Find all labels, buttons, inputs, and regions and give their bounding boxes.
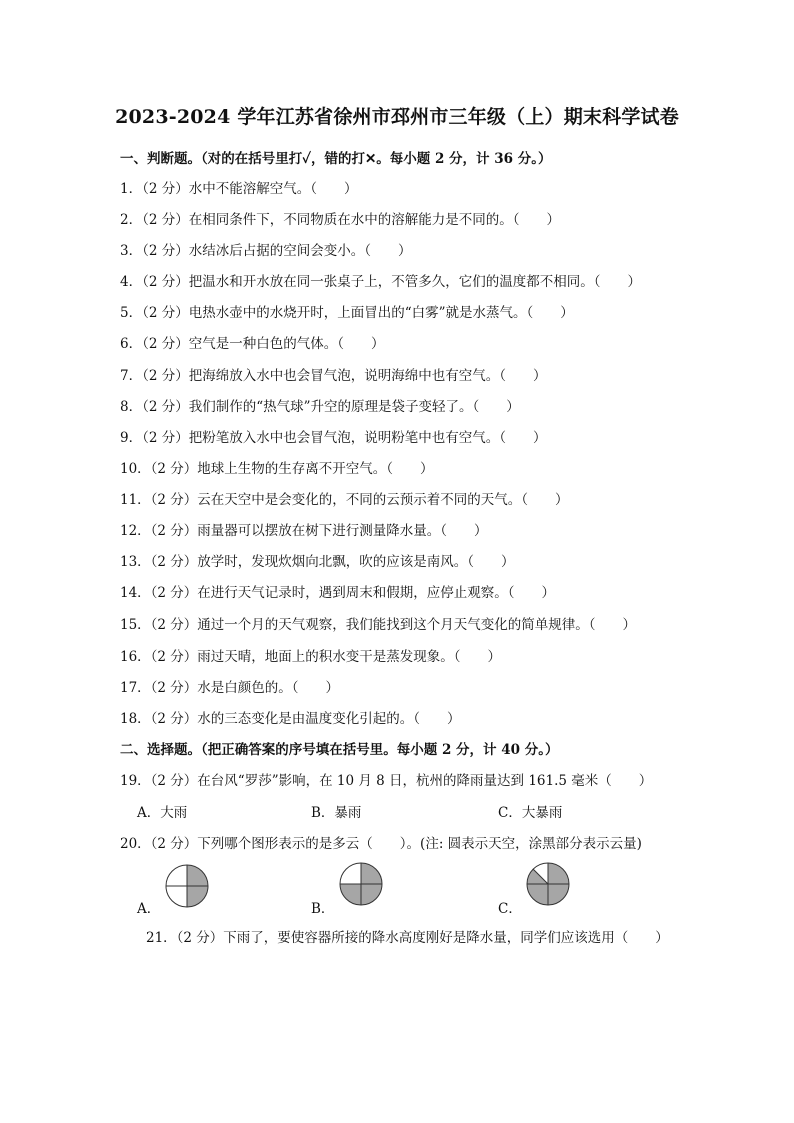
section-heading-judgment: 一、判断题。（对的在括号里打✓，错的打✕。每小题 2 分，计 36 分。）: [120, 151, 552, 167]
question-6: 6．（2 分）空气是一种白色的气体。（ ）: [120, 336, 385, 352]
section-heading-choice: 二、选择题。（把正确答案的序号填在括号里。每小题 2 分，计 40 分。）: [120, 742, 559, 758]
q19-option-b: B．暴雨: [311, 805, 362, 821]
question-15: 15．（2 分）通过一个月的天气观察，我们能找到这个月天气变化的简单规律。（ ）: [120, 617, 637, 633]
question-5: 5．（2 分）电热水壶中的水烧开时，上面冒出的“白雾”就是水蒸气。（ ）: [120, 305, 574, 321]
question-4: 4．（2 分）把温水和开水放在同一张桌子上，不管多久，它们的温度都不相同。（ ）: [120, 274, 641, 290]
q20-option-b: B．: [311, 901, 335, 917]
page-title: 2023-2024 学年江苏省徐州市邳州市三年级（上）期末科学试卷: [115, 106, 679, 128]
q19-option-c: C．大暴雨: [498, 805, 563, 821]
q20-option-c: C．: [498, 901, 522, 917]
question-11: 11．（2 分）云在天空中是会变化的，不同的云预示着不同的天气。（ ）: [120, 492, 569, 508]
question-20: 20．（2 分）下列哪个图形表示的是多云（ ）。(注: 圆表示天空，涂黑部分表示云量): [120, 836, 642, 852]
q20-option-a: A．: [137, 901, 161, 917]
question-1: 1．（2 分）水中不能溶解空气。（ ）: [120, 181, 358, 197]
question-9: 9．（2 分）把粉笔放入水中也会冒气泡，说明粉笔中也有空气。（ ）: [120, 430, 547, 446]
question-3: 3．（2 分）水结冰后占据的空间会变小。（ ）: [120, 243, 412, 259]
question-16: 16．（2 分）雨过天晴，地面上的积水变干是蒸发现象。（ ）: [120, 649, 502, 665]
question-8: 8．（2 分）我们制作的“热气球”升空的原理是袋子变轻了。（ ）: [120, 399, 520, 415]
question-7: 7．（2 分）把海绵放入水中也会冒气泡，说明海绵中也有空气。（ ）: [120, 368, 547, 384]
q19-option-a: A．大雨: [137, 805, 188, 821]
cloud-pie-a: [164, 863, 210, 909]
question-18: 18．（2 分）水的三态变化是由温度变化引起的。（ ）: [120, 711, 461, 727]
cloud-pie-c: [525, 861, 571, 907]
question-21: 21．（2 分）下雨了，要使容器所接的降水高度刚好是降水量，同学们应该选用（ ）: [146, 930, 669, 946]
question-13: 13．（2 分）放学时，发现炊烟向北飘，吹的应该是南风。（ ）: [120, 554, 515, 570]
question-14: 14．（2 分）在进行天气记录时，遇到周末和假期，应停止观察。（ ）: [120, 585, 556, 601]
question-10: 10．（2 分）地球上生物的生存离不开空气。（ ）: [120, 461, 434, 477]
cloud-pie-b: [338, 861, 384, 907]
question-17: 17．（2 分）水是白颜色的。（ ）: [120, 680, 340, 696]
question-2: 2．（2 分）在相同条件下，不同物质在水中的溶解能力是不同的。（ ）: [120, 212, 560, 228]
question-12: 12．（2 分）雨量器可以摆放在树下进行测量降水量。（ ）: [120, 523, 488, 539]
question-19: 19．（2 分）在台风“罗莎”影响，在 10 月 8 日，杭州的降雨量达到 161.5 毫米（ ）: [120, 773, 653, 789]
